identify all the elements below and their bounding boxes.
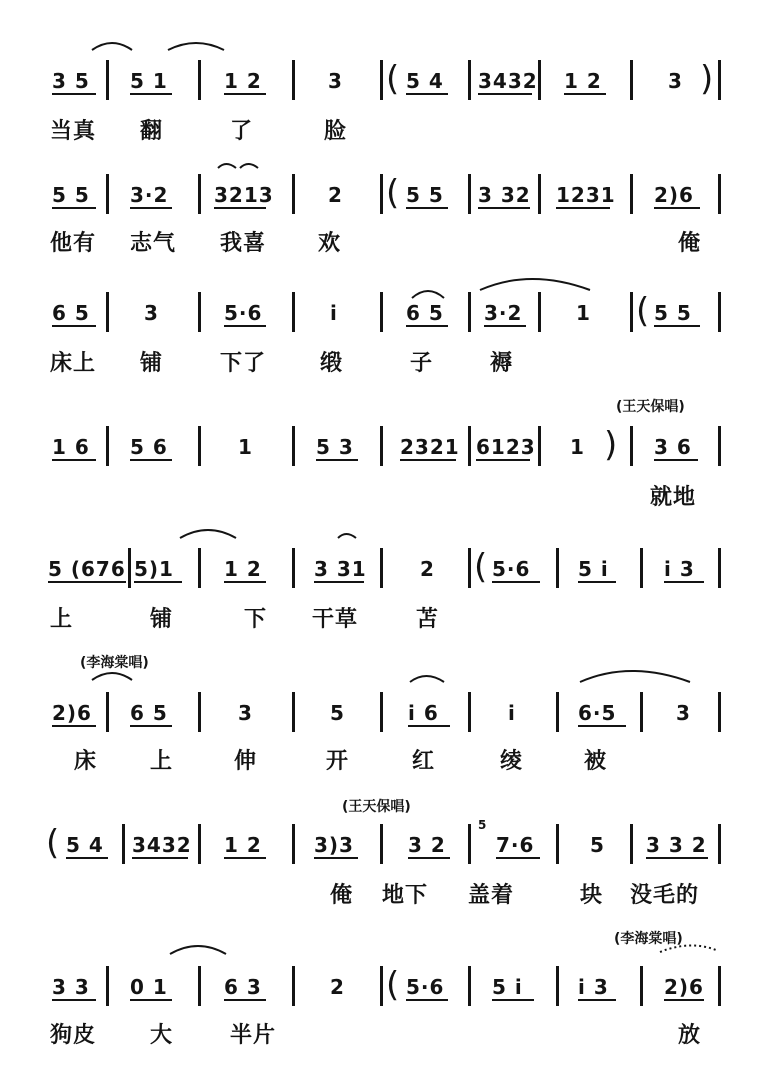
lyric: 俺 <box>330 883 354 908</box>
measure: 3·2 <box>484 301 523 325</box>
singer-label: (李海棠唱) <box>614 931 683 947</box>
measure: i 6 <box>408 701 439 725</box>
slur <box>338 534 356 538</box>
measure: 3 5 <box>52 69 90 93</box>
measure: 1 2 <box>224 833 262 857</box>
bar-line <box>630 824 633 864</box>
measure: 0 1 <box>130 975 168 999</box>
measure: 5 (676 <box>48 557 126 581</box>
open-paren: ( <box>636 291 650 331</box>
bar-line <box>292 292 295 332</box>
bar-line <box>718 692 721 732</box>
measure: 5 5 <box>52 183 90 207</box>
bar-line <box>106 426 109 466</box>
lyric: 盖着 <box>468 883 515 908</box>
slur <box>92 673 132 680</box>
bar-line <box>380 174 383 214</box>
measure: 5 4 <box>406 69 444 93</box>
lyric: 块 <box>580 883 604 908</box>
lyric: 当真 <box>50 119 97 144</box>
system-4 <box>0 424 772 484</box>
measure: 2)6 <box>654 183 694 207</box>
bar-line <box>556 824 559 864</box>
bar-line <box>556 966 559 1006</box>
bar-line <box>198 60 201 100</box>
lyric: 上 <box>150 749 174 774</box>
grace-note: 5 <box>478 818 487 832</box>
bar-line <box>380 692 383 732</box>
lyric: 脸 <box>324 119 348 144</box>
measure: 1 <box>576 301 591 325</box>
bar-line <box>718 60 721 100</box>
bar-line <box>468 548 471 588</box>
measure: 5 6 <box>130 435 168 459</box>
bar-line <box>718 548 721 588</box>
measure: 3213 <box>214 183 274 207</box>
bar-line <box>718 824 721 864</box>
bar-line <box>640 966 643 1006</box>
bar-line <box>718 292 721 332</box>
measure: 5·6 <box>406 975 445 999</box>
singer-label: (李海棠唱) <box>80 655 149 671</box>
measure: 3 <box>676 701 691 725</box>
measure: 2 <box>420 557 435 581</box>
measure: i 3 <box>578 975 609 999</box>
bar-line <box>106 692 109 732</box>
measure: 3 32 <box>478 183 531 207</box>
measure: 3·2 <box>130 183 169 207</box>
slur <box>480 279 590 290</box>
measure: 3 3 2 <box>646 833 707 857</box>
lyric: 床上 <box>50 351 97 376</box>
bar-line <box>538 60 541 100</box>
bar-line <box>292 966 295 1006</box>
lyric: 绫 <box>500 749 524 774</box>
bar-line <box>468 292 471 332</box>
measure: 5 5 <box>654 301 692 325</box>
bar-line <box>198 174 201 214</box>
singer-label: (王天保唱) <box>616 399 685 415</box>
bar-line <box>380 824 383 864</box>
measure: 2)6 <box>664 975 704 999</box>
open-paren: ( <box>474 547 488 587</box>
bar-line <box>106 966 109 1006</box>
slur <box>170 946 226 954</box>
measure: 3)3 <box>314 833 354 857</box>
bar-line <box>198 292 201 332</box>
lyric: 俺 <box>678 231 702 256</box>
measure: 1 2 <box>564 69 602 93</box>
lyric: 他有 <box>50 231 97 256</box>
lyric: 下 <box>244 607 268 632</box>
bar-line <box>198 426 201 466</box>
bar-line <box>640 548 643 588</box>
measure: 2)6 <box>52 701 92 725</box>
measure: 6 5 <box>130 701 168 725</box>
singer-label: (王天保唱) <box>342 799 411 815</box>
measure: 5 i <box>578 557 609 581</box>
bar-line <box>292 692 295 732</box>
bar-line <box>380 426 383 466</box>
measure: 5)1 <box>134 557 174 581</box>
bar-line <box>106 174 109 214</box>
measure: 7·6 <box>496 833 535 857</box>
measure: 5 4 <box>66 833 104 857</box>
measure: 5 i <box>492 975 523 999</box>
measure: 2 <box>330 975 345 999</box>
lyric: 没毛的 <box>630 883 700 908</box>
system-8 <box>0 964 772 1024</box>
measure: 3 6 <box>654 435 692 459</box>
bar-line <box>198 824 201 864</box>
bar-line <box>122 824 125 864</box>
open-paren: ( <box>386 965 400 1005</box>
bar-line <box>718 426 721 466</box>
lyric: 放 <box>678 1023 702 1048</box>
bar-line <box>380 60 383 100</box>
bar-line <box>468 174 471 214</box>
bar-line <box>538 174 541 214</box>
lyric: 翻 <box>140 119 164 144</box>
bar-line <box>198 548 201 588</box>
lyric: 狗皮 <box>50 1023 97 1048</box>
bar-line <box>292 174 295 214</box>
bar-line <box>630 426 633 466</box>
lyric: 床 <box>74 749 98 774</box>
bar-line <box>718 966 721 1006</box>
bar-line <box>292 548 295 588</box>
measure: 5 1 <box>130 69 168 93</box>
measure: 3432 <box>478 69 538 93</box>
bar-line <box>538 426 541 466</box>
bar-line <box>380 548 383 588</box>
bar-line <box>128 548 131 588</box>
bar-line <box>630 174 633 214</box>
measure: 3 <box>144 301 159 325</box>
lyric: 开 <box>326 749 350 774</box>
lyric: 志气 <box>130 231 177 256</box>
lyric: 苫 <box>416 607 440 632</box>
lyric: 上 <box>50 607 74 632</box>
measure: 3 3 <box>52 975 90 999</box>
lyric: 欢 <box>318 231 342 256</box>
measure: 5 3 <box>316 435 354 459</box>
lyric: 红 <box>412 749 436 774</box>
measure: 1 6 <box>52 435 90 459</box>
open-paren: ( <box>46 823 60 863</box>
measure: 3 <box>668 69 683 93</box>
bar-line <box>198 966 201 1006</box>
measure: 6 5 <box>52 301 90 325</box>
lyric: 铺 <box>140 351 164 376</box>
bar-line <box>106 292 109 332</box>
bar-line <box>468 966 471 1006</box>
measure: 5 <box>590 833 605 857</box>
lyric: 我喜 <box>220 231 267 256</box>
open-paren: ( <box>386 59 400 99</box>
bar-line <box>718 174 721 214</box>
slur <box>580 671 690 682</box>
measure: 2321 <box>400 435 460 459</box>
system-5 <box>0 546 772 606</box>
lyric: 半片 <box>230 1023 277 1048</box>
measure: 1 2 <box>224 557 262 581</box>
close-paren: ) <box>604 425 618 465</box>
lyric: 子 <box>410 351 434 376</box>
slur <box>168 43 224 50</box>
system-3 <box>0 290 772 350</box>
system-1 <box>0 58 772 118</box>
measure: 3432 <box>132 833 192 857</box>
measure: 5·6 <box>224 301 263 325</box>
bar-line <box>380 292 383 332</box>
slur <box>180 530 236 538</box>
bar-line <box>556 548 559 588</box>
measure: 1 2 <box>224 69 262 93</box>
bar-line <box>468 426 471 466</box>
lyric: 伸 <box>234 749 258 774</box>
bar-line <box>198 692 201 732</box>
bar-line <box>468 60 471 100</box>
measure: 6123 <box>476 435 536 459</box>
bar-line <box>556 692 559 732</box>
lyric: 下了 <box>220 351 267 376</box>
measure: 6 5 <box>406 301 444 325</box>
measure: 3 <box>238 701 253 725</box>
slur <box>92 43 132 50</box>
measure: 6 3 <box>224 975 262 999</box>
measure: i <box>508 701 516 725</box>
bar-line <box>468 692 471 732</box>
lyric: 干草 <box>312 607 359 632</box>
measure: 3 <box>328 69 343 93</box>
lyric: 褥 <box>490 351 514 376</box>
bar-line <box>292 824 295 864</box>
measure: i <box>330 301 338 325</box>
bar-line <box>640 692 643 732</box>
lyric: 缎 <box>320 351 344 376</box>
bar-line <box>106 60 109 100</box>
bar-line <box>292 60 295 100</box>
system-6 <box>0 690 772 750</box>
open-paren: ( <box>386 173 400 213</box>
bar-line <box>380 966 383 1006</box>
lyric: 地下 <box>382 883 429 908</box>
lyric: 就地 <box>650 485 697 510</box>
measure: i 3 <box>664 557 695 581</box>
bar-line <box>468 824 471 864</box>
system-2 <box>0 172 772 232</box>
measure: 2 <box>328 183 343 207</box>
close-paren: ) <box>700 59 714 99</box>
slur <box>410 676 444 682</box>
measure: 3 31 <box>314 557 367 581</box>
measure: 1231 <box>556 183 616 207</box>
measure: 5·6 <box>492 557 531 581</box>
bar-line <box>630 292 633 332</box>
bar-line <box>292 426 295 466</box>
measure: 3 2 <box>408 833 446 857</box>
measure: 5 5 <box>406 183 444 207</box>
measure: 1 <box>238 435 253 459</box>
slur <box>218 164 236 168</box>
lyric: 大 <box>150 1023 174 1048</box>
bar-line <box>538 292 541 332</box>
lyric: 铺 <box>150 607 174 632</box>
lyric: 了 <box>230 119 254 144</box>
system-7 <box>0 818 772 882</box>
measure: 1 <box>570 435 585 459</box>
bar-line <box>630 60 633 100</box>
slur <box>240 164 258 168</box>
measure: 5 <box>330 701 345 725</box>
lyric: 被 <box>584 749 608 774</box>
measure: 6·5 <box>578 701 617 725</box>
